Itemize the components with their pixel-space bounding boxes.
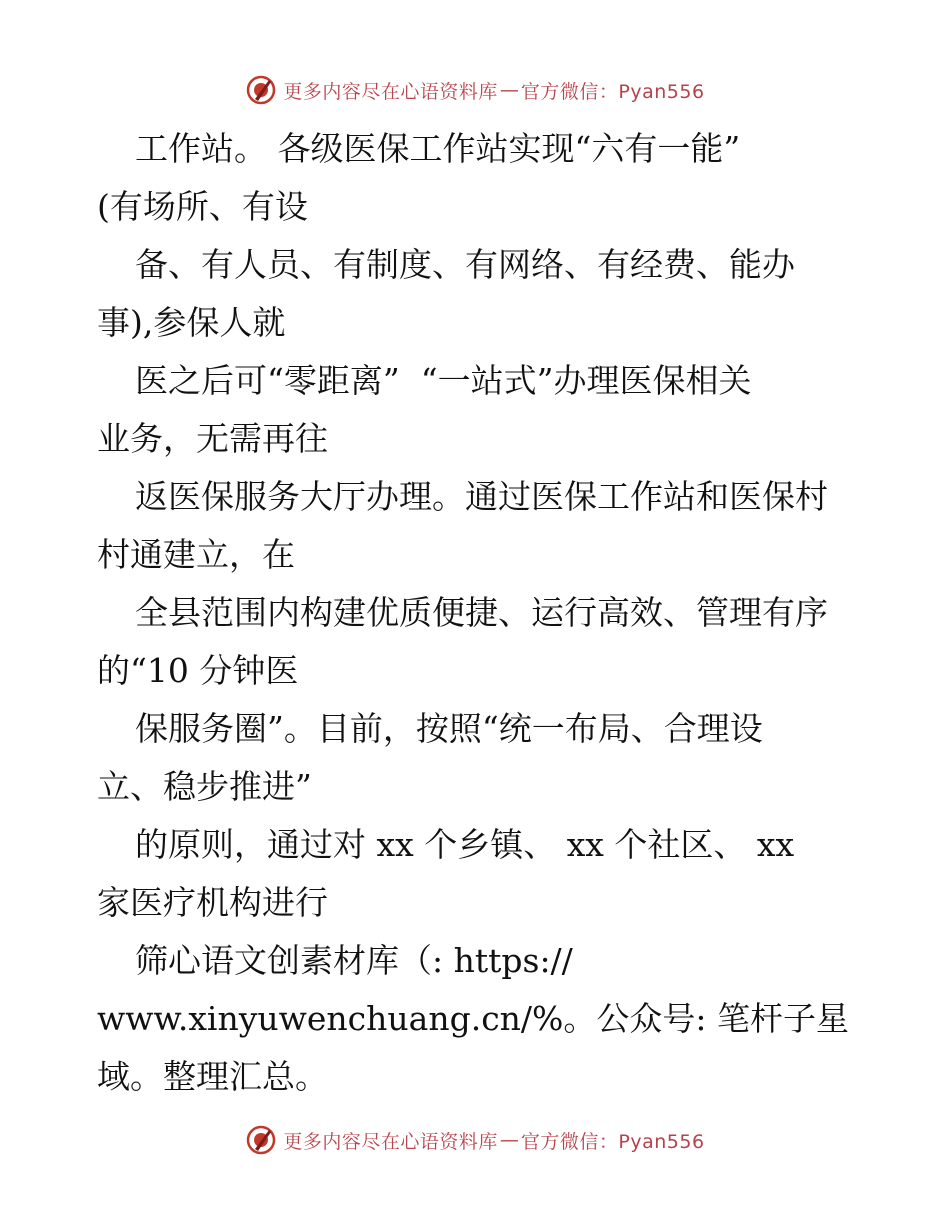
footer-watermark-banner (0, 1120, 950, 1160)
text-line: 域。整理汇总。 (97, 1057, 328, 1096)
text-line: 村通建立，在 (97, 535, 295, 574)
text-line: 立、稳步推进” (97, 767, 312, 806)
text-line: 事),参保人就 (97, 303, 286, 342)
banner-dash: — (499, 1129, 519, 1151)
banner-wechat-text: 官方微信：Pyan556 (520, 80, 705, 103)
banner-main-text: 更多内容尽在心语资料库 (283, 1130, 498, 1153)
text-line: 工作站。 各级医保工作站实现“六有一能” (135, 129, 741, 168)
text-line: (有场所、有设 (97, 187, 308, 226)
header-watermark-banner (0, 70, 950, 110)
text-line: 全县范围内构建优质便捷、运行高效、管理有序 (135, 593, 828, 632)
text-line: 的“10 分钟医 (97, 651, 299, 690)
banner-main-text: 更多内容尽在心语资料库 (283, 80, 498, 103)
text-line: www.xinyuwenchuang.cn/%。公众号: 笔杆子星 (97, 999, 850, 1038)
text-line: 返医保服务大厅办理。通过医保工作站和医保村 (135, 477, 828, 516)
text-line: 的原则，通过对 xx 个乡镇、 xx 个社区、 xx (135, 825, 795, 864)
text-line: 筛心语文创素材库（: https:// (135, 941, 573, 980)
text-line: 医之后可“零距离” “一站式”办理医保相关 (135, 361, 752, 400)
banner-dash: — (499, 79, 519, 101)
logo-icon (245, 1124, 277, 1156)
text-line: 家医疗机构进行 (97, 883, 328, 922)
logo-icon (245, 74, 277, 106)
banner-wechat-text: 官方微信：Pyan556 (520, 1130, 705, 1153)
text-line: 备、有人员、有制度、有网络、有经费、能办 (135, 245, 795, 284)
text-line: 保服务圈”。目前，按照“统一布局、合理设 (135, 709, 763, 748)
document-body (97, 120, 877, 1106)
text-line: 业务，无需再往 (97, 419, 328, 458)
